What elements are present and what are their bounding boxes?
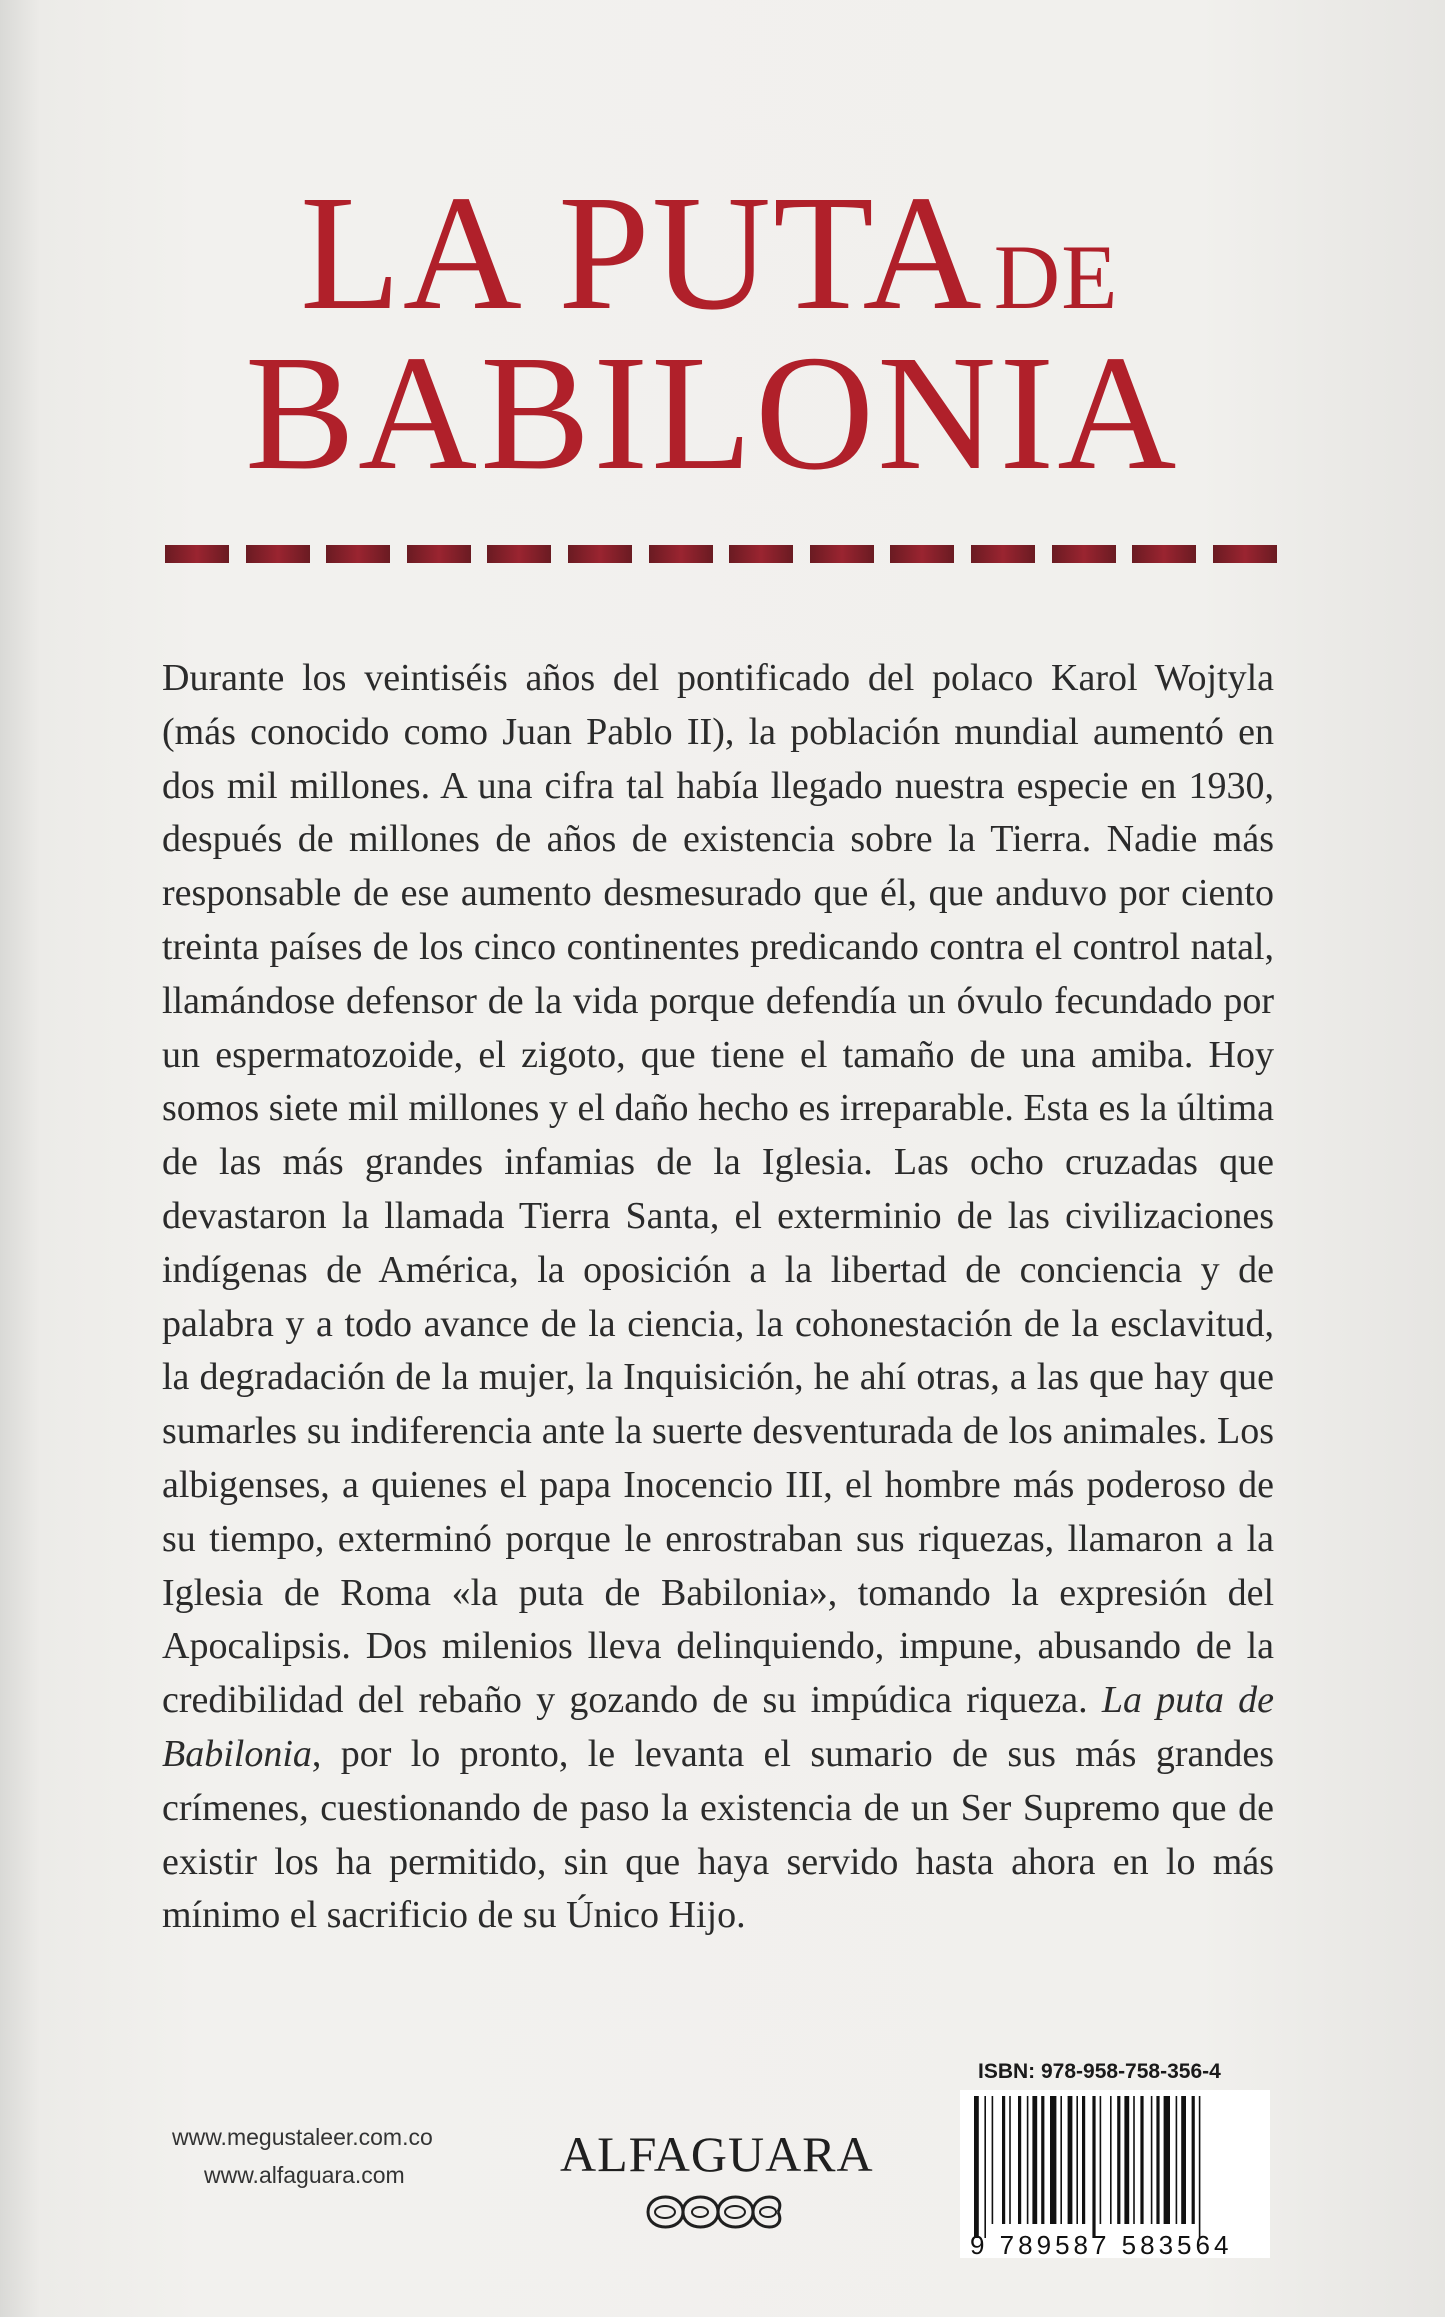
barcode-bar [1164,2096,1170,2224]
divider-dash [1052,545,1116,563]
divider-dash [407,545,471,563]
divider-dash [810,545,874,563]
book-title-line-2: BABILONIA [245,321,1180,504]
publisher-knot-logo-icon [628,2182,798,2242]
barcode-bar [1124,2096,1129,2224]
barcode-bar [1068,2096,1073,2224]
website-alfaguara[interactable]: www.alfaguara.com [204,2162,405,2188]
divider-dash [1213,545,1277,563]
barcode-bar [1092,2096,1095,2238]
blurb-italic-title: La puta de Babilonia [162,1679,1274,1775]
barcode-bar [1082,2096,1085,2224]
divider-dash [246,545,310,563]
publisher-name: ALFAGUARA [560,2126,874,2182]
barcode-bar [1199,2096,1201,2238]
divider-dash [649,545,713,563]
barcode-bar [1140,2096,1143,2224]
barcode-bar [1156,2096,1159,2224]
barcode-bar [992,2096,994,2224]
barcode-bar [1151,2096,1153,2224]
barcode-bar [1009,2096,1011,2224]
barcode-bar [1117,2096,1120,2224]
barcode-bar [1032,2096,1037,2224]
divider-dash [568,545,632,563]
divider-dash [326,545,390,563]
title-la-puta: LA PUTA [300,161,984,344]
title-de: DE [993,226,1119,328]
website-megustaleer[interactable]: www.megustaleer.com.co [172,2124,433,2150]
barcode-bar [984,2096,986,2238]
divider-dash [1132,545,1196,563]
back-cover-blurb [162,652,1274,1943]
barcode-bar [1110,2096,1112,2224]
barcode-bar [1002,2096,1005,2224]
blurb-text-part-2: , por lo pronto, le levanta el sumario de sus más grandes crímenes, cuestionando de paso la existencia de un Ser Supremo que de existir los ha permitido, sin que haya servido hasta ahora en lo más mínimo el sacrificio de su Único Hijo. [162,1732,1274,1937]
barcode-bar [1176,2096,1178,2224]
barcode-bar [1060,2096,1062,2224]
barcode-bar [1050,2096,1056,2224]
divider-dash [487,545,551,563]
barcode-bar [1027,2096,1029,2224]
blurb-text-part-1: Durante los veintiséis años del pontificado del polaco Karol Wojtyla (más conocido como Juan Pablo II), la población mundial aumentó en dos mil millones. A una cifra tal había llegado nuestra especie en 1930, después de millones de años de existencia sobre la Tierra. Nadie más responsable de ese aumento desmesurado que él, que anduvo por ciento treinta países de los cinco continentes predicando contra el control natal, llamándose defensor de la vida porque defendía un óvulo fecundado por un espermatozoide, el zigoto, que tiene el tamaño de una amiba. Hoy somos siete mil millones y el daño hecho es irreparable. Esta es la última de las más grandes infamias de la Iglesia. Las ocho cruzadas que devastaron la llamada Tierra Santa, el exterminio de las civilizaciones indígenas de América, la oposición a la libertad de conciencia y de palabra y a todo avance de la ciencia, la cohonestación de la esclavitud, la degradación de la mujer, la Inquisición, he ahí otras, a las que hay que sumarles su indiferencia ante la suerte desventurada de los animales. Los albigenses, a quienes el papa Inocencio III, el hombre más poderoso de su tiempo, exterminó porque le enrostraban sus riquezas, llamaron a la Iglesia de Roma «la puta de Babilonia», tomando la expresión del Apocalipsis. Dos milenios lleva delinquiendo, impune, abusando de la credibilidad del rebaño y gozando de su impúdica riqueza. [162,657,1274,1722]
title-divider [165,545,1277,565]
divider-dash [971,545,1035,563]
barcode-bar [1076,2096,1078,2224]
divider-dash [729,545,793,563]
barcode [960,2090,1270,2258]
isbn-label: ISBN: 978-958-758-356-4 [978,2060,1221,2083]
barcode-bar [1018,2096,1021,2224]
blurb-paragraph [162,652,1274,1943]
barcode-bar [1041,2096,1044,2224]
divider-dash [165,545,229,563]
publisher-websites [172,2118,502,2194]
barcode-bar [1133,2096,1135,2224]
barcode-bar [974,2096,979,2238]
barcode-bar [1192,2096,1195,2224]
barcode-bar [1100,2096,1102,2224]
divider-dash [890,545,954,563]
book-title-line-1 [300,161,1200,344]
barcode-number: 9 789587 583564 [970,2230,1233,2260]
barcode-bar [1181,2096,1186,2224]
